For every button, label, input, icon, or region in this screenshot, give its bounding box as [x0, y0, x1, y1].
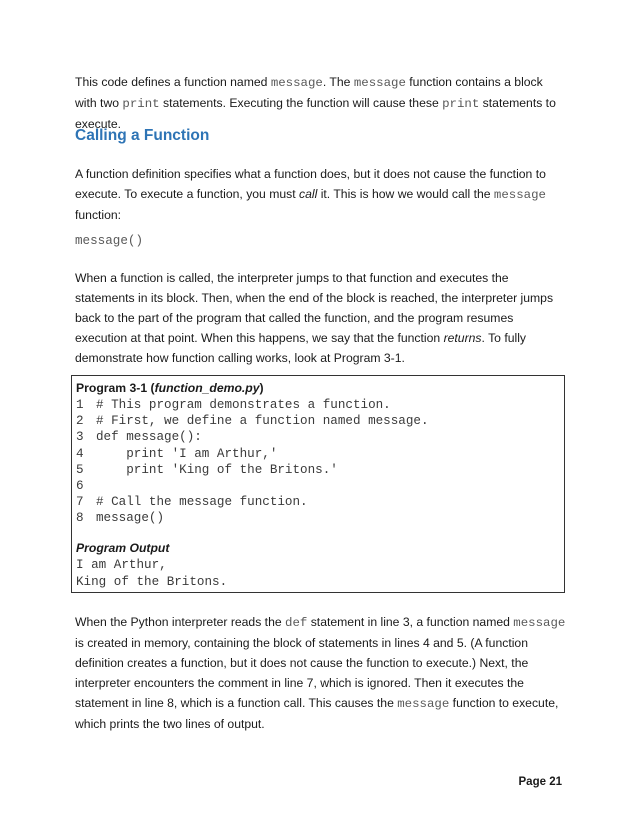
section-heading: Calling a Function — [75, 127, 210, 144]
program-output — [76, 557, 564, 591]
line-number: 2 — [76, 414, 84, 429]
text-run: function: — [75, 208, 122, 222]
paragraph-definition — [75, 164, 567, 225]
code-line — [76, 478, 564, 494]
code-snippet: message() — [75, 234, 144, 248]
output-title: Program Output — [76, 540, 170, 555]
line-number: 3 — [76, 430, 84, 445]
output-line: I am Arthur, — [76, 557, 167, 572]
line-number: 8 — [76, 511, 84, 526]
inline-code: message — [493, 188, 546, 202]
code-text: # This program demonstrates a function. — [96, 398, 391, 412]
inline-code: message — [397, 697, 450, 711]
inline-code: print — [442, 97, 480, 111]
paragraph-intro — [75, 72, 567, 134]
paragraph-calling — [75, 268, 567, 368]
code-text: # Call the message function. — [96, 495, 308, 510]
text-run: This code defines a function named — [75, 75, 271, 89]
inline-code: print — [122, 97, 160, 111]
code-line — [76, 429, 564, 445]
line-number: 5 — [76, 462, 84, 477]
text-run: A function definition specifies what a function does, but it does not cause the function to execute. To execute a function, you must — [75, 167, 546, 201]
line-number: 6 — [76, 478, 84, 493]
emphasis-text: call — [299, 187, 318, 201]
line-number: 1 — [76, 398, 84, 412]
program-filename: function_demo.py — [154, 381, 260, 395]
text-run: . The — [322, 75, 354, 89]
output-line: King of the Britons. — [76, 574, 228, 589]
code-text: message() — [96, 511, 165, 526]
text-run: When a function is called, the interpreter jumps to that function and executes the statements in its block. Then, when the end of the block is reached, the interpreter jumps back to the part of the program that called the function, and the program resumes execution at that point. When this happens, we say that the function — [75, 271, 554, 345]
line-number: 7 — [76, 495, 84, 510]
text-run: When the Python interpreter reads the — [75, 615, 286, 629]
text-run: statement in line 3, a function named — [307, 615, 514, 629]
code-line — [76, 413, 564, 429]
code-line — [76, 462, 564, 478]
code-line — [76, 446, 564, 462]
emphasis-text: returns — [443, 331, 482, 345]
text-run: statements. Executing the function will cause these — [159, 96, 443, 110]
code-listing — [76, 397, 564, 527]
code-line — [76, 510, 564, 526]
code-line — [76, 494, 564, 510]
line-number: 4 — [76, 446, 84, 461]
paragraph-explanation — [75, 612, 567, 734]
text-run: function contains a block with two — [75, 75, 543, 110]
text-run: . To fully demonstrate how function calling works, look at Program 3-1. — [75, 331, 526, 365]
code-text: # First, we define a function named message. — [96, 414, 429, 429]
code-text: print 'I am Arthur,' — [96, 446, 278, 461]
program-title — [76, 379, 564, 397]
code-text: def message(): — [96, 430, 202, 445]
inline-code: message — [513, 616, 566, 630]
inline-code: message — [353, 76, 406, 90]
page-number: Page 21 — [518, 776, 562, 788]
text-run: it. This is how we would call the — [317, 187, 494, 201]
inline-code: def — [285, 616, 308, 630]
inline-code: message — [270, 76, 323, 90]
text-run: function to execute, which prints the two lines of output. — [75, 696, 559, 731]
program-title-prefix: Program 3-1 ( — [76, 381, 155, 395]
code-text: print 'King of the Britons.' — [96, 462, 338, 477]
text-run: statements to execute. — [75, 96, 556, 131]
program-listing-box — [71, 375, 565, 593]
text-run: is created in memory, containing the block of statements in lines 4 and 5. (A function definition creates a function, but it does not cause the function to execute.) Next, the interpreter encounters the comment in line 7, which is ignored. Then it executes the statement in line 8, which is a function call. This causes the — [75, 636, 529, 710]
program-title-suffix: ) — [259, 381, 264, 395]
code-line — [76, 397, 564, 413]
